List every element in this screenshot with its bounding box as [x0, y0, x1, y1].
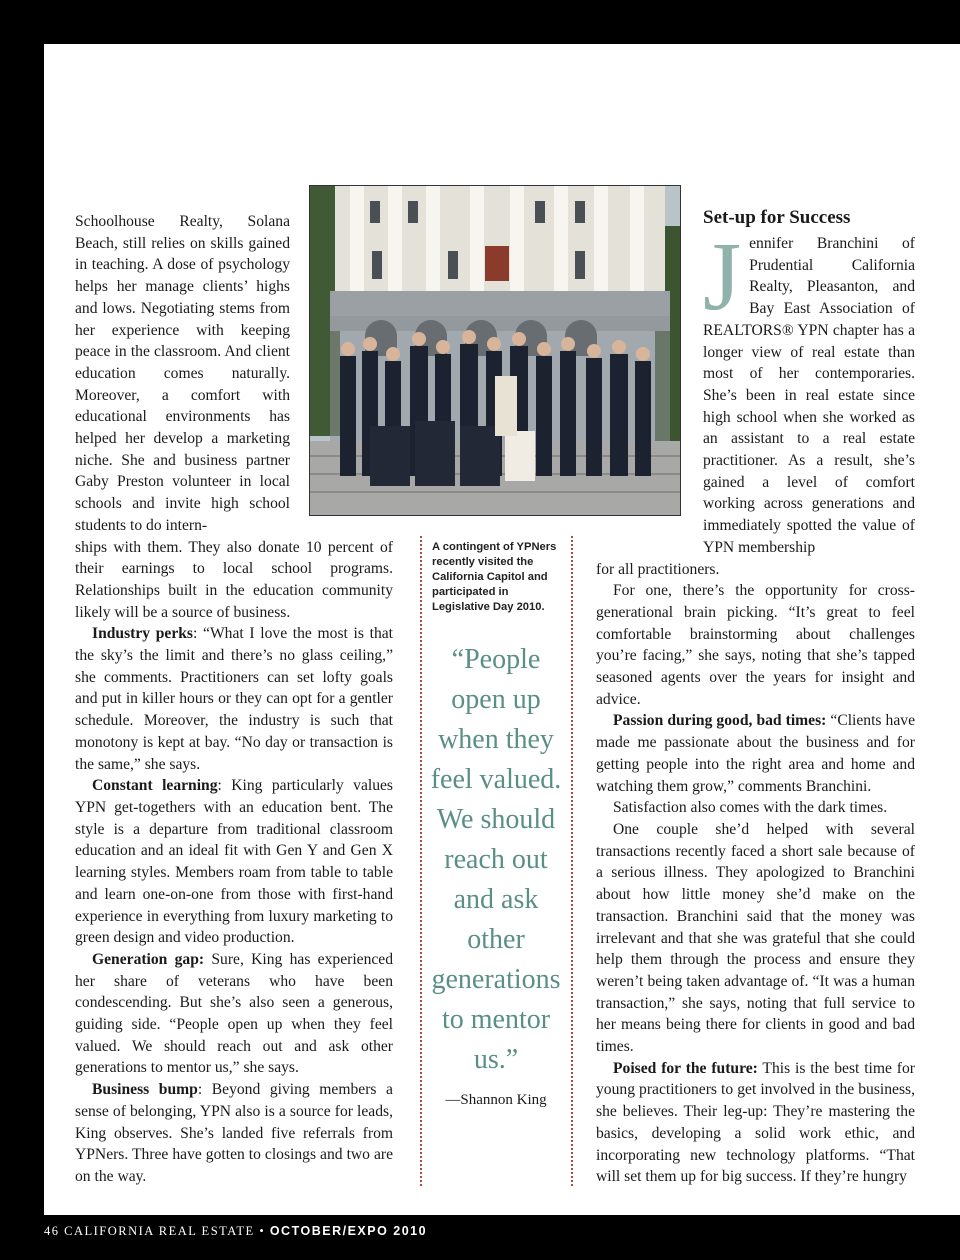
paragraph-text: : King particularly values YPN get-togethers with an education bent. The style is a departure from traditional classroom education and an ideal fit with Gen Y and Gen X learning styles. Members roam from table to table and learn one-on-one from those with first-hand experience in everything from luxury marketing to green design and video production. [75, 777, 393, 947]
run-in-head: Generation gap: [92, 950, 205, 968]
pull-quote: “People open up when they feel valued. We should reach out and ask other generations to mentor us.” [430, 644, 562, 1075]
paragraph-text: : Beyond giving members a sense of belonging, YPN also is a source for leads, King observes. She’s landed five referrals from YPNers. Three have gotten to closings and two are on the way. [75, 1081, 393, 1185]
paragraph-text: “Clients have made me passionate about the business and for getting people into the right area and home and watching them grow,” comments Branchini. [596, 712, 915, 795]
paragraph-constant-learning [75, 775, 393, 949]
run-in-head: Business bump [92, 1081, 198, 1099]
run-in-head: Constant learning [92, 777, 218, 795]
footer-separator: • [259, 1224, 266, 1238]
paragraph-generation-gap [75, 949, 393, 1079]
paragraph-industry-perks [75, 623, 393, 775]
paragraph-branchini-rest: for all practitioners. [596, 560, 720, 578]
paragraph-dark-times: Satisfaction also comes with the dark times. [613, 799, 888, 817]
paragraph-text: ennifer Branchini of Prudential California Realty, Pleasanton, and Bay East Association of REALTORS® YPN chapter has a longer view of real estate than most of her contemporaries. She’s been in real estate since high school when she worked as an assistant to a real estate practitioner. As a result, she’s gained a level of comfort working across generations and immediately spotted the value of YPN membership [703, 235, 915, 556]
paragraph-short-sale: One couple she’d helped with several transactions recently faced a short sale because of a serious illness. They apologized to Branchini about how little money she’d make on the transaction. Branchini said that the money was irrelevant and that she was grateful that she could help them through the process and ensure they weren’t being taken advantage of. “It was a human transaction,” she says, noting that full service to her means being there for clients in good and bad times. [596, 820, 915, 1056]
section-heading: Set-up for Success [703, 207, 851, 228]
paragraph-text: Sure, King has experienced her share of veterans who have been condescending. But she’s also seen a generous, guiding side. “People open up when they feel valued. We should reach out and ask other generations to mentor us,” she says. [75, 950, 394, 1077]
paragraph-business-bump [75, 1079, 393, 1188]
run-in-head: Passion during good, bad times: [613, 712, 827, 730]
paragraph-intro-rest: ships with them. They also donate 10 percent of their earnings to local school programs. Relationships built in the education community likely will be a source of business. [75, 538, 393, 621]
drop-cap: J [703, 223, 742, 331]
run-in-head: Industry perks [92, 625, 194, 643]
page-number: 46 [44, 1224, 60, 1238]
paragraph-passion [596, 710, 915, 797]
paragraph-future [596, 1058, 915, 1188]
magazine-name: CALIFORNIA REAL ESTATE [64, 1224, 255, 1238]
pull-quote-attribution: —Shannon King [445, 1092, 547, 1108]
photo-caption: A contingent of YPNers recently visited the California Capitol and participated in Legislative Day 2010. [432, 541, 557, 613]
paragraph-branchini-wrap [703, 223, 915, 559]
column-right [596, 207, 915, 1188]
paragraph-text: This is the best time for young practitioners to get involved in the business, she believes. Their leg-up: They’re mastering the basics, developing a solid work ethic, and incorporating new technology platforms. “That will set them up for big success. If they’re hungry [596, 1059, 915, 1186]
paragraph-brain-picking: For one, there’s the opportunity for cross-generational brain picking. “It’s great to feel comfortable brainstorming about challenges you’re facing,” she says, noting that she’s tapped seasoned agents over the years for insight and advice. [596, 582, 915, 708]
paragraph-intro-wrap: Schoolhouse Realty, Solana Beach, still relies on skills gained in teaching. A dose of psychology helps her manage clients’ highs and lows. Negotiating stems from her experience with keeping peace in the classroom. And client education comes naturally. Moreover, a comfort with educational environments has helped her develop a marketing niche. She and business partner Gaby Preston volunteer in local schools and invite high school students to do intern- [75, 213, 290, 534]
issue-date: OCTOBER/EXPO 2010 [269, 1224, 428, 1238]
paragraph-text: : “What I love the most is that the sky’s the limit and there’s no glass ceiling,” she comments. Practitioners can set lofty goals and put in killer hours or they can opt for a gentler schedule. Moreover, the industry is such that monotony is kept at bay. “No day or transaction is the same,” she says. [75, 625, 393, 773]
page-footer [44, 1224, 427, 1239]
run-in-head: Poised for the future: [613, 1059, 758, 1077]
